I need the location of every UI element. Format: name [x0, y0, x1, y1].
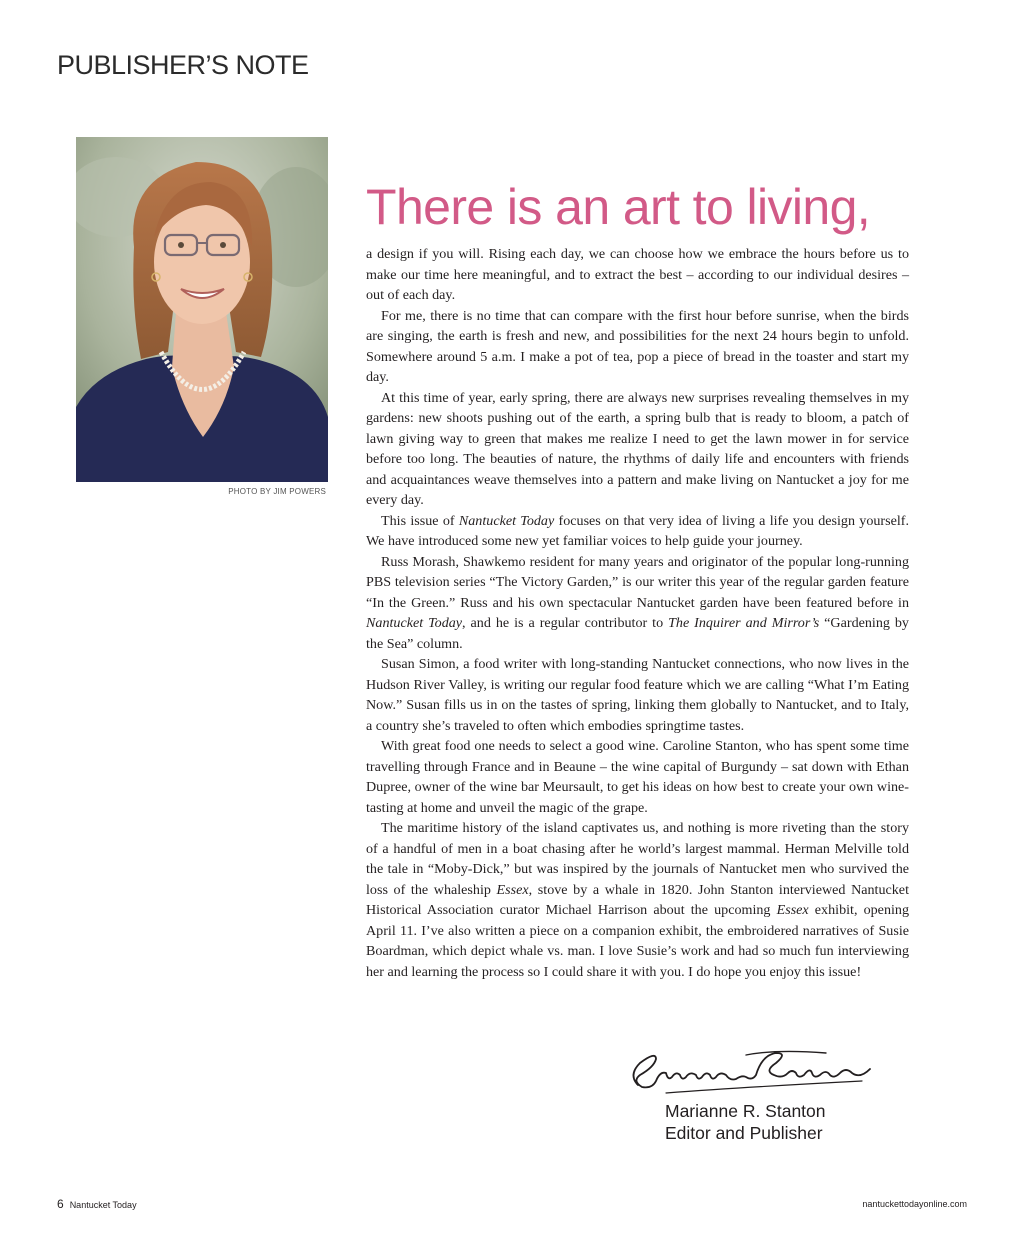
article-paragraph	[366, 552, 909, 655]
text-run: “Gardening by the Sea” column.	[366, 615, 909, 652]
article-paragraph	[366, 244, 909, 306]
text-run: , and he is a regular contributor to	[462, 615, 669, 631]
text-run: The maritime history of the island captivates us, and nothing is more riveting than the story of a handful of men in a boat chasing after he world’s largest mammal. Herman Melville told the tale in “Moby-Dick,” but was inspired by the journals of Nantucket men who survived the loss of the whaleship	[366, 820, 909, 898]
text-run: Susan Simon, a food writer with long-standing Nantucket connections, who now lives in the Hudson River Valley, is writing our regular food feature which we are calling “What I’m Eating Now.” Susan fills us in on the tastes of spring, linking them globally to Nantucket, and to Italy, a country she’s traveled to often which embodies springtime tastes.	[366, 656, 909, 734]
handwritten-signature	[626, 1045, 882, 1097]
article-paragraph	[366, 736, 909, 818]
headline: There is an art to living,	[366, 179, 871, 235]
text-run: , stove by a whale in 1820. John Stanton interviewed Nantucket Historical Association curator Michael Harrison about the upcoming	[366, 881, 909, 918]
publisher-portrait-photo	[76, 137, 328, 482]
italic-title: Nantucket Today	[458, 512, 555, 529]
text-run: For me, there is no time that can compare with the first hour before sunrise, when the birds are singing, the earth is fresh and new, and possibilities for the next 24 hours begin to unfold. Somewhere around 5 a.m. I make a pot of tea, pop a piece of bread in the toaster and start my day.	[366, 307, 909, 385]
footer-website: nantuckettodayonline.com	[862, 1199, 967, 1209]
text-run: Russ Morash, Shawkemo resident for many years and originator of the popular long-running PBS television series “The Victory Garden,” is our writer this year of the regular garden feature “In the Green.” Russ and his own spectacular Nantucket garden have been featured before in	[366, 553, 909, 611]
article-paragraph	[366, 388, 909, 511]
page-number: 6	[57, 1197, 64, 1211]
section-label: PUBLISHER’S NOTE	[57, 50, 309, 80]
text-run: a design if you will. Rising each day, we can choose how we embrace the hours before us to make our time here meaningful, and to extract the best – according to our individual desires – out of each day.	[366, 246, 909, 303]
portrait-illustration	[76, 137, 328, 482]
article-body	[366, 244, 909, 982]
italic-title: Essex	[776, 902, 809, 918]
photo-credit: PHOTO BY JIM POWERS	[228, 487, 326, 496]
signature-name: Marianne R. Stanton	[665, 1101, 826, 1121]
article-paragraph	[366, 654, 909, 736]
footer-left	[57, 1197, 137, 1211]
italic-title: Essex	[496, 881, 529, 898]
footer-publication: Nantucket Today	[69, 1200, 137, 1210]
article-paragraph	[366, 306, 909, 388]
text-run: At this time of year, early spring, there are always new surprises revealing themselves in my gardens: new shoots pushing out of the earth, a spring bulb that is ready to bloom, a patch of lawn giving way to green that makes me realize I need to get the lawn mower in for service before too long. The beauties of nature, the rhythms of daily life and encounters with friends and acquaintances weave themselves into a pattern and make living on Nantucket a joy for me every day.	[366, 389, 909, 508]
text-run: With great food one needs to select a good wine. Caroline Stanton, who has spent some time travelling through France and in Beaune – the wine capital of Burgundy – sat down with Ethan Dupree, owner of the wine bar Meursault, to get his ideas on how best to create your own wine-tasting at home and unveil the magic of the grape.	[366, 738, 909, 816]
text-run: This issue of	[381, 512, 459, 529]
article-paragraph	[366, 511, 909, 552]
text-run: exhibit, opening April 11. I’ve also written a piece on a companion exhibit, the embroidered narratives of Susie Boardman, which depict whale vs. man. I love Susie’s work and had so much fun interviewing her and learning the process so I could share it with you. I do hope you enjoy this issue!	[366, 902, 909, 980]
text-run: focuses on that very idea of living a life you design yourself. We have introduced some new yet familiar voices to help guide your journey.	[366, 512, 909, 549]
italic-title: The Inquirer and Mirror’s	[668, 615, 820, 631]
signature-title: Editor and Publisher	[665, 1123, 823, 1143]
italic-title: Nantucket Today	[366, 615, 463, 631]
article-paragraph	[366, 818, 909, 982]
